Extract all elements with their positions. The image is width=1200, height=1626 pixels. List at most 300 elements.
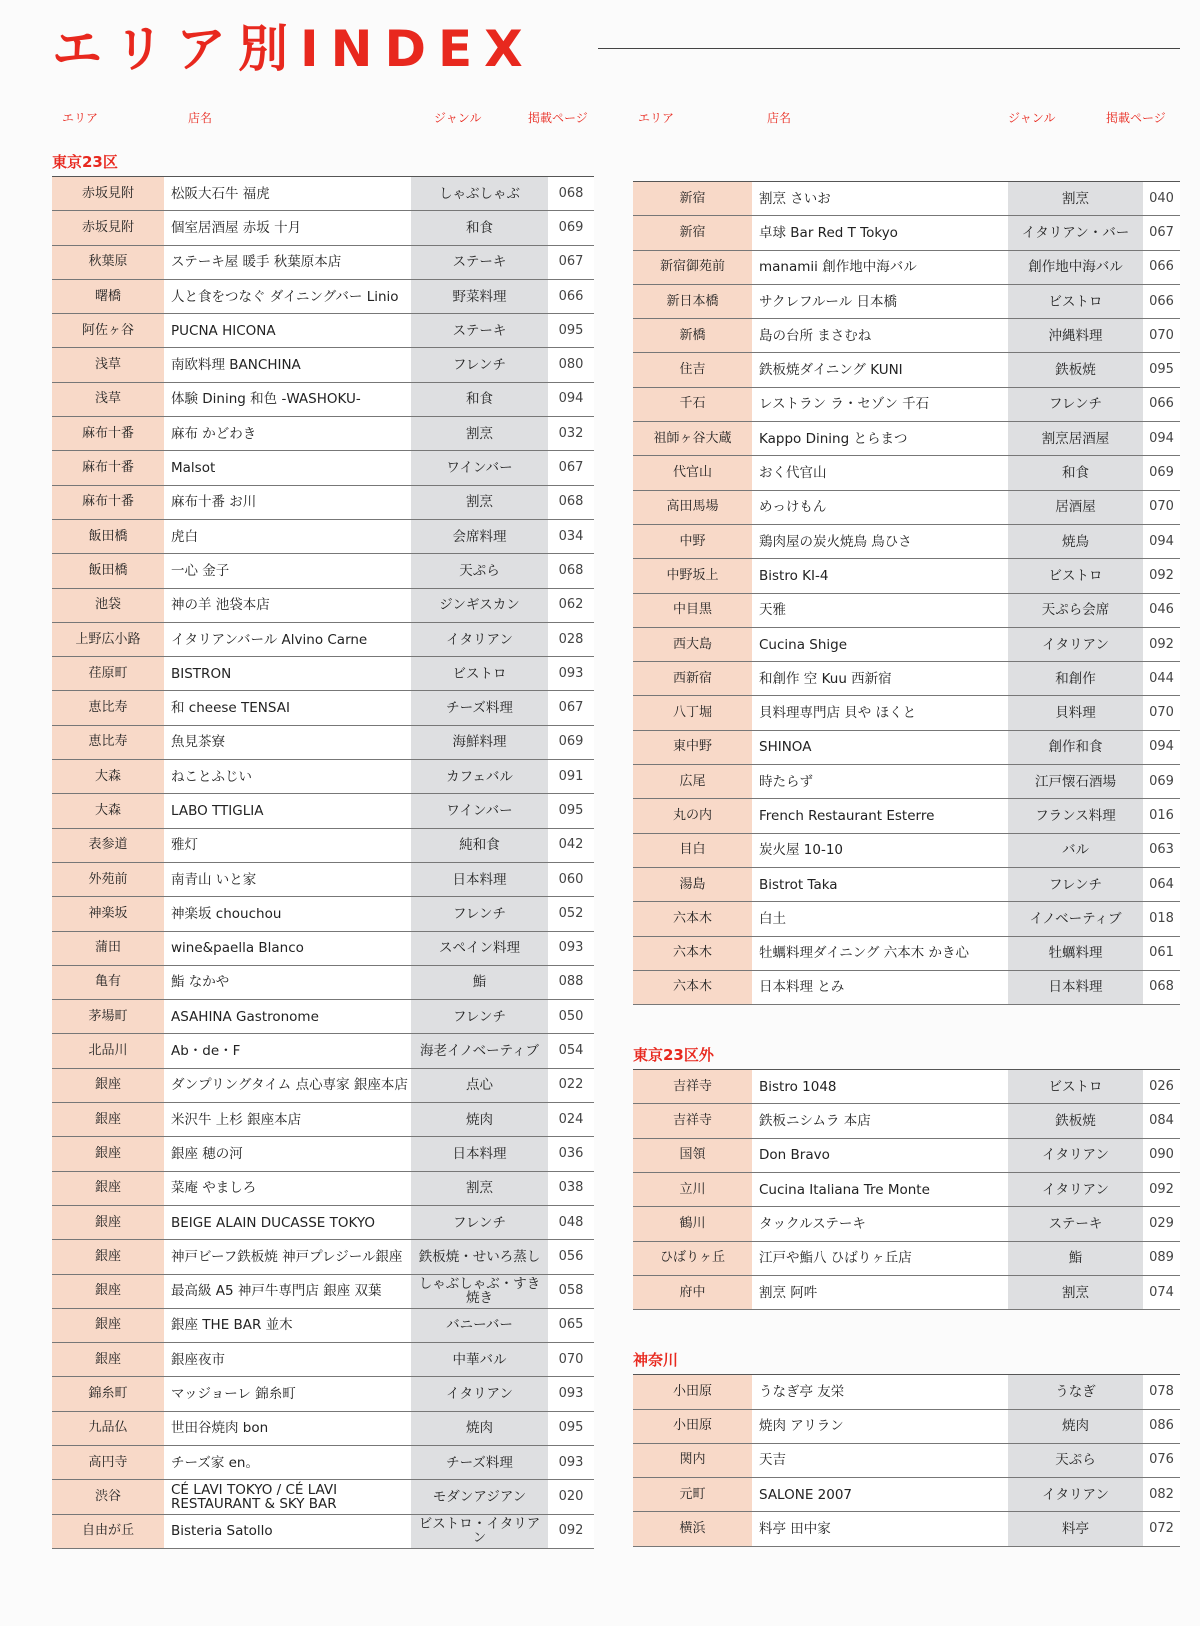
genre-cell: 割烹 [411,417,548,450]
genre-cell: 天ぷら [411,554,548,587]
page-number-cell: 026 [1143,1070,1180,1103]
page-number-cell: 067 [548,691,594,724]
shop-name-cell: Bistrot Taka [752,868,1008,901]
table-row [633,491,1180,525]
shop-name-cell: サクレフルール 日本橋 [752,285,1008,318]
genre-cell: 割烹 [1008,1276,1143,1309]
header-area-right: エリア [638,111,675,125]
table-row [52,1103,594,1137]
genre-cell: 天ぷら [1008,1444,1143,1477]
shop-name-cell: 銀座 THE BAR 並木 [164,1309,411,1342]
page-number-cell: 062 [548,589,594,622]
table-row [633,594,1180,628]
table-row [52,691,594,725]
genre-cell: しゃぶしゃぶ [411,177,548,210]
table-row [633,251,1180,285]
area-cell: 千石 [633,388,752,421]
shop-name-cell: 神楽坂 chouchou [164,897,411,930]
page-number-cell: 089 [1143,1242,1180,1275]
genre-cell: 創作地中海バル [1008,251,1143,284]
shop-name-cell: 和 cheese TENSAI [164,691,411,724]
page-number-cell: 078 [1143,1375,1180,1408]
genre-cell: 和食 [411,383,548,416]
area-cell: 中目黒 [633,594,752,627]
area-cell: 関内 [633,1444,752,1477]
shop-name-cell: 天雅 [752,594,1008,627]
table-row [52,451,594,485]
page-number-cell: 032 [548,417,594,450]
table-row [52,1240,594,1274]
page-number-cell: 058 [548,1275,594,1308]
shop-name-cell: French Restaurant Esterre [752,799,1008,832]
table-row [52,314,594,348]
area-cell: 西新宿 [633,662,752,695]
page-number-cell: 095 [548,314,594,347]
genre-cell: イタリアン [1008,1478,1143,1511]
page-number-cell: 094 [548,383,594,416]
page-number-cell: 066 [1143,251,1180,284]
area-cell: 外苑前 [52,863,164,896]
table-row [52,383,594,417]
area-cell: 東中野 [633,731,752,764]
table-row [633,353,1180,387]
area-cell: 新宿 [633,182,752,215]
shop-name-cell: ねことふじい [164,760,411,793]
area-cell: 銀座 [52,1206,164,1239]
shop-name-cell: 鮨 なかや [164,966,411,999]
shop-name-cell: Bistro 1048 [752,1070,1008,1103]
shop-name-cell: 銀座夜市 [164,1343,411,1376]
shop-name-cell: 銀座 穂の河 [164,1137,411,1170]
area-cell: 浅草 [52,383,164,416]
genre-cell: イタリアン・バー [1008,216,1143,249]
table-row [52,657,594,691]
page-number-cell: 092 [1143,559,1180,592]
area-cell: 池袋 [52,589,164,622]
shop-name-cell: 焼肉 アリラン [752,1410,1008,1443]
shop-name-cell: 神戸ビーフ鉄板焼 神戸プレジール銀座 [164,1240,411,1273]
shop-name-cell: CÉ LAVI TOKYO / CÉ LAVI RESTAURANT & SKY BAR [164,1480,411,1513]
table-row [52,1069,594,1103]
area-cell: 錦糸町 [52,1377,164,1410]
area-cell: 荏原町 [52,657,164,690]
area-cell: 赤坂見附 [52,211,164,244]
genre-cell: 焼肉 [1008,1410,1143,1443]
shop-name-cell: 最高級 A5 神戸牛専門店 銀座 双葉 [164,1275,411,1308]
genre-cell: 牡蠣料理 [1008,937,1143,970]
table-row [52,1206,594,1240]
genre-cell: ビストロ [1008,559,1143,592]
page-number-cell: 065 [548,1309,594,1342]
shop-name-cell: チーズ家 en。 [164,1446,411,1479]
genre-cell: 野菜料理 [411,280,548,313]
shop-name-cell: 島の台所 まさむね [752,319,1008,352]
shop-name-cell: 虎白 [164,520,411,553]
page-number-cell: 068 [548,177,594,210]
shop-name-cell: 人と食をつなぐ ダイニングバー Linio [164,280,411,313]
shop-name-cell: うなぎ亭 友栄 [752,1375,1008,1408]
shop-name-cell: 麻布 かどわき [164,417,411,450]
genre-cell: 和食 [411,211,548,244]
genre-cell: イノベーティブ [1008,902,1143,935]
shop-name-cell: 江戸や鮨八 ひばりヶ丘店 [752,1242,1008,1275]
table-row [52,246,594,280]
table-row [52,1034,594,1068]
genre-cell: バル [1008,834,1143,867]
table-row [633,971,1180,1005]
page-number-cell: 091 [548,760,594,793]
table-row [52,1172,594,1206]
area-cell: 渋谷 [52,1480,164,1513]
table-row [52,1137,594,1171]
genre-cell: ビストロ・イタリアン [411,1515,548,1548]
area-cell: 代官山 [633,456,752,489]
shop-name-cell: PUCNA HICONA [164,314,411,347]
area-cell: 表参道 [52,829,164,862]
area-cell: 蒲田 [52,932,164,965]
area-cell: 住吉 [633,353,752,386]
genre-cell: 鉄板焼 [1008,353,1143,386]
shop-name-cell: Don Bravo [752,1139,1008,1172]
shop-name-cell: 南欧料理 BANCHINA [164,348,411,381]
genre-cell: 日本料理 [411,1137,548,1170]
genre-cell: フレンチ [411,348,548,381]
index-column-right [633,181,1180,1547]
genre-cell: 居酒屋 [1008,491,1143,524]
header-page: 掲載ページ [528,111,588,125]
page-number-cell: 067 [548,451,594,484]
genre-cell: 海鮮料理 [411,726,548,759]
table-row [633,731,1180,765]
page-number-cell: 056 [548,1240,594,1273]
shop-name-cell: ダンプリングタイム 点心専家 銀座本店 [164,1069,411,1102]
page-number-cell: 070 [1143,696,1180,729]
table-row [633,1173,1180,1207]
genre-cell: 中華バル [411,1343,548,1376]
genre-cell: 和食 [1008,456,1143,489]
area-cell: 神楽坂 [52,897,164,930]
area-cell: 赤坂見附 [52,177,164,210]
genre-cell: 江戸懐石酒場 [1008,765,1143,798]
shop-name-cell: LABO TTIGLIA [164,794,411,827]
table-row [633,559,1180,593]
area-cell: 浅草 [52,348,164,381]
shop-name-cell: BISTRON [164,657,411,690]
page-title: エリア別INDEX [52,20,535,78]
genre-cell: 焼肉 [411,1103,548,1136]
table-row [633,319,1180,353]
section-heading: 神奈川 [633,1351,679,1370]
page-number-cell: 063 [1143,834,1180,867]
genre-cell: 海老イノベーティブ [411,1034,548,1067]
genre-cell: 会席料理 [411,520,548,553]
area-cell: 秋葉原 [52,246,164,279]
area-cell: 目白 [633,834,752,867]
page-number-cell: 092 [1143,1173,1180,1206]
area-cell: 湯島 [633,868,752,901]
page-number-cell: 069 [548,211,594,244]
genre-cell: ステーキ [411,314,548,347]
page-number-cell: 020 [548,1480,594,1513]
area-cell: 立川 [633,1173,752,1206]
shop-name-cell: 雅灯 [164,829,411,862]
area-cell: 大森 [52,760,164,793]
shop-name-cell: Malsot [164,451,411,484]
shop-name-cell: 日本料理 とみ [752,971,1008,1004]
area-cell: 麻布十番 [52,486,164,519]
shop-name-cell: Ab・de・F [164,1034,411,1067]
area-cell: 府中 [633,1276,752,1309]
page-number-cell: 094 [1143,525,1180,558]
page-number-cell: 028 [548,623,594,656]
table-row [52,280,594,314]
table-row [633,1410,1180,1444]
page-number-cell: 038 [548,1172,594,1205]
page-number-cell: 095 [548,794,594,827]
area-cell: 銀座 [52,1240,164,1273]
table-row [52,589,594,623]
genre-cell: ビストロ [1008,285,1143,318]
shop-name-cell: 炭火屋 10-10 [752,834,1008,867]
page-number-cell: 016 [1143,799,1180,832]
page-number-cell: 018 [1143,902,1180,935]
table-row [52,623,594,657]
page-number-cell: 069 [1143,456,1180,489]
table-row [52,1309,594,1343]
area-cell: 銀座 [52,1103,164,1136]
genre-cell: 和創作 [1008,662,1143,695]
page-number-cell: 068 [548,554,594,587]
genre-cell: ジンギスカン [411,589,548,622]
page-number-cell: 070 [1143,319,1180,352]
area-cell: 八丁堀 [633,696,752,729]
shop-name-cell: 一心 金子 [164,554,411,587]
genre-cell: カフェバル [411,760,548,793]
shop-name-cell: マッジョーレ 錦糸町 [164,1377,411,1410]
table-row [52,794,594,828]
genre-cell: 鮨 [411,966,548,999]
area-cell: 新宿御苑前 [633,251,752,284]
table-row [52,829,594,863]
table-row [52,417,594,451]
page-number-cell: 067 [1143,216,1180,249]
table-row [52,897,594,931]
page-number-cell: 070 [548,1343,594,1376]
page-number-cell: 054 [548,1034,594,1067]
table-row [52,966,594,1000]
page-number-cell: 069 [548,726,594,759]
genre-cell: 鮨 [1008,1242,1143,1275]
area-cell: 六本木 [633,971,752,1004]
page-number-cell: 093 [548,1377,594,1410]
table-row [633,662,1180,696]
shop-name-cell: 世田谷焼肉 bon [164,1412,411,1445]
area-cell: 曙橋 [52,280,164,313]
area-cell: 高田馬場 [633,491,752,524]
page-number-cell: 080 [548,348,594,381]
area-cell: 亀有 [52,966,164,999]
shop-name-cell: manamii 創作地中海バル [752,251,1008,284]
area-cell: 銀座 [52,1343,164,1376]
table-row [52,348,594,382]
table-row [633,1070,1180,1104]
shop-name-cell: 鉄板ニシムラ 本店 [752,1104,1008,1137]
header-name: 店名 [188,111,213,125]
genre-cell: 日本料理 [1008,971,1143,1004]
table-row [633,422,1180,456]
shop-name-cell: 天吉 [752,1444,1008,1477]
genre-cell: 焼鳥 [1008,525,1143,558]
genre-cell: バニーバー [411,1309,548,1342]
area-cell: 銀座 [52,1069,164,1102]
table-row [633,1478,1180,1512]
area-cell: 小田原 [633,1410,752,1443]
genre-cell: フレンチ [411,1000,548,1033]
genre-cell: チーズ料理 [411,691,548,724]
page-number-cell: 024 [548,1103,594,1136]
page-number-cell: 042 [548,829,594,862]
area-cell: 六本木 [633,937,752,970]
page-number-cell: 092 [548,1515,594,1548]
genre-cell: フランス料理 [1008,799,1143,832]
area-cell: 吉祥寺 [633,1104,752,1137]
page-number-cell: 048 [548,1206,594,1239]
genre-cell: チーズ料理 [411,1446,548,1479]
shop-name-cell: 南青山 いと家 [164,863,411,896]
page-number-cell: 095 [1143,353,1180,386]
page-number-cell: 060 [548,863,594,896]
shop-name-cell: Kappo Dining とらまつ [752,422,1008,455]
page-number-cell: 094 [1143,422,1180,455]
genre-cell: ビストロ [411,657,548,690]
area-cell: ひばりヶ丘 [633,1242,752,1275]
section-heading: 東京23区 [52,153,118,171]
genre-cell: イタリアン [411,623,548,656]
page-number-cell: 088 [548,966,594,999]
genre-cell: フレンチ [1008,388,1143,421]
genre-cell: うなぎ [1008,1375,1143,1408]
table-row [52,760,594,794]
table-row [633,868,1180,902]
shop-name-cell: 和創作 空 Kuu 西新宿 [752,662,1008,695]
shop-name-cell: タックルステーキ [752,1207,1008,1240]
genre-cell: 創作和食 [1008,731,1143,764]
table-row [633,765,1180,799]
page-number-cell: 050 [548,1000,594,1033]
table-row [52,211,594,245]
area-cell: 自由が丘 [52,1515,164,1548]
table-row [52,177,594,211]
page-number-cell: 064 [1143,868,1180,901]
page-number-cell: 040 [1143,182,1180,215]
shop-name-cell: 神の羊 池袋本店 [164,589,411,622]
genre-cell: ワインバー [411,794,548,827]
header-area: エリア [62,111,99,125]
area-cell: 新宿 [633,216,752,249]
page-number-cell: 074 [1143,1276,1180,1309]
area-cell: 飯田橋 [52,554,164,587]
shop-name-cell: 個室居酒屋 赤坂 十月 [164,211,411,244]
table-row [633,182,1180,216]
area-cell: 元町 [633,1478,752,1511]
genre-cell: 焼肉 [411,1412,548,1445]
page-number-cell: 022 [548,1069,594,1102]
page-number-cell: 046 [1143,594,1180,627]
genre-cell: ステーキ [1008,1207,1143,1240]
page-number-cell: 093 [548,932,594,965]
shop-name-cell: ステーキ屋 暖手 秋葉原本店 [164,246,411,279]
page-number-cell: 084 [1143,1104,1180,1137]
genre-cell: ステーキ [411,246,548,279]
table-row [633,1139,1180,1173]
shop-name-cell: めっけもん [752,491,1008,524]
shop-name-cell: 魚見茶寮 [164,726,411,759]
area-cell: 麻布十番 [52,451,164,484]
page-number-cell: 066 [1143,388,1180,421]
shop-name-cell: 料亭 田中家 [752,1512,1008,1545]
table-row [52,1275,594,1309]
table-row [633,628,1180,662]
area-cell: 横浜 [633,1512,752,1545]
table-row [52,932,594,966]
area-cell: 新日本橋 [633,285,752,318]
genre-cell: 日本料理 [411,863,548,896]
table-row [633,902,1180,936]
genre-cell: イタリアン [1008,1173,1143,1206]
shop-name-cell: 体験 Dining 和色 -WASHOKU- [164,383,411,416]
shop-name-cell: wine&paella Blanco [164,932,411,965]
genre-cell: 料亭 [1008,1512,1143,1545]
table-row [633,1444,1180,1478]
page-number-cell: 095 [548,1412,594,1445]
table-row [52,554,594,588]
genre-cell: 割烹 [411,486,548,519]
shop-name-cell: レストラン ラ・セゾン 千石 [752,388,1008,421]
page-number-cell: 092 [1143,628,1180,661]
shop-name-cell: BEIGE ALAIN DUCASSE TOKYO [164,1206,411,1239]
table-row [52,1412,594,1446]
page-number-cell: 036 [548,1137,594,1170]
header-page-right: 掲載ページ [1106,111,1166,125]
area-cell: 銀座 [52,1275,164,1308]
shop-name-cell: 白土 [752,902,1008,935]
genre-cell: 鉄板焼・せいろ蒸し [411,1240,548,1273]
page-number-cell: 082 [1143,1478,1180,1511]
genre-cell: イタリアン [1008,628,1143,661]
area-cell: 中野 [633,525,752,558]
genre-cell: モダンアジアン [411,1480,548,1513]
genre-cell: ワインバー [411,451,548,484]
page-number-cell: 066 [548,280,594,313]
area-cell: 中野坂上 [633,559,752,592]
page-number-cell: 093 [548,657,594,690]
table-row [52,1343,594,1377]
shop-name-cell: SALONE 2007 [752,1478,1008,1511]
genre-cell: 割烹 [411,1172,548,1205]
genre-cell: ビストロ [1008,1070,1143,1103]
page-number-cell: 061 [1143,937,1180,970]
area-cell: 銀座 [52,1172,164,1205]
page-number-cell: 068 [1143,971,1180,1004]
header-genre-right: ジャンル [1008,111,1056,125]
table-row [633,456,1180,490]
table-row [633,1104,1180,1138]
genre-cell: 点心 [411,1069,548,1102]
area-cell: 大森 [52,794,164,827]
area-cell: 茅場町 [52,1000,164,1033]
shop-name-cell: ASAHINA Gastronome [164,1000,411,1033]
area-cell: 西大島 [633,628,752,661]
